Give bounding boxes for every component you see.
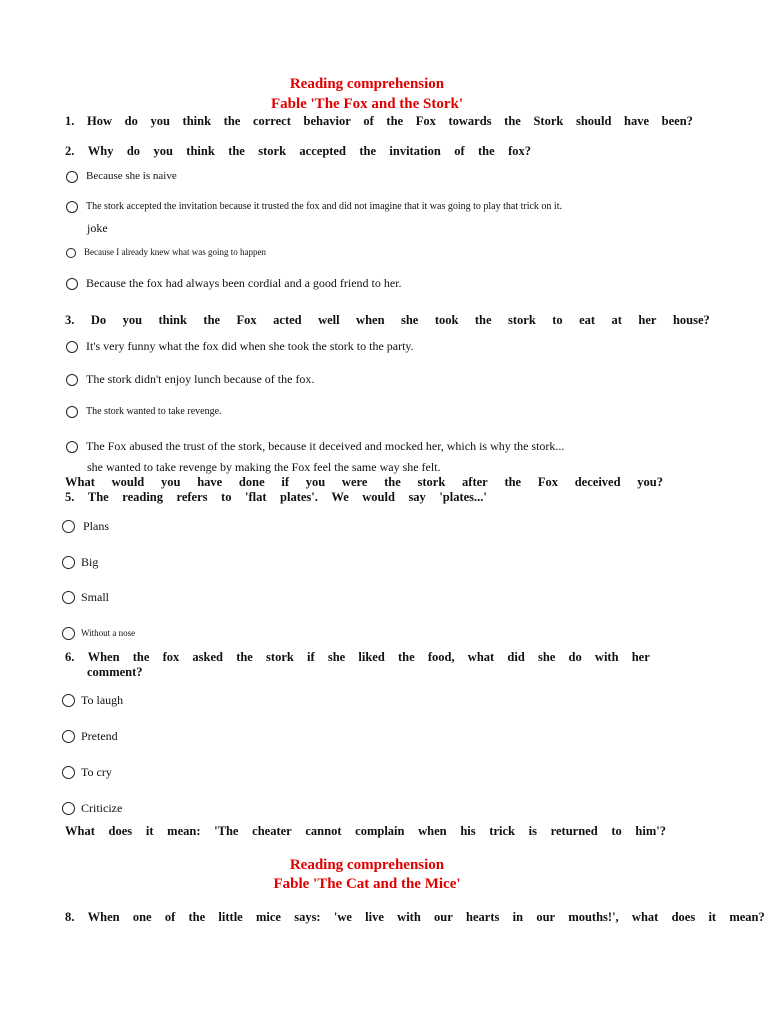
question-word: after [462, 475, 488, 489]
radio-button[interactable] [66, 406, 78, 418]
question-word: Fox [236, 313, 257, 327]
question-word: Fox [537, 475, 558, 489]
question-word: stork [258, 144, 287, 158]
question-word: her [638, 313, 657, 327]
question-word: the [504, 475, 522, 489]
question-word: How [87, 114, 112, 128]
q2-option-2[interactable] [66, 199, 562, 214]
question-word: 1. [65, 114, 75, 128]
q2-option-1[interactable] [66, 169, 177, 184]
question-word: took [434, 313, 459, 327]
question-word: mean: [167, 824, 201, 838]
q6-option-2[interactable] [62, 729, 118, 744]
question-word: accepted [299, 144, 346, 158]
question-word: she [400, 313, 419, 327]
question-word: our [536, 910, 556, 924]
question-word: When [87, 910, 120, 924]
radio-button[interactable] [66, 441, 78, 453]
question-word: one [132, 910, 152, 924]
question-word: cannot [305, 824, 342, 838]
option-continuation: she wanted to take revenge by making the Fox feel the same way she felt. [87, 460, 441, 474]
question-6 [65, 650, 650, 665]
question-word: 6. [65, 650, 75, 664]
option-label: Big [81, 555, 99, 569]
question-word: the [188, 910, 206, 924]
question-word: 5. [65, 490, 75, 504]
question-word: been? [661, 114, 693, 128]
question-word: done [238, 475, 265, 489]
radio-button[interactable] [62, 627, 75, 640]
q5-option-1[interactable] [62, 519, 109, 534]
question-word: the [504, 114, 521, 128]
question-word: would [111, 475, 145, 489]
question-word: the [228, 144, 245, 158]
question-word: to [221, 490, 232, 504]
question-word: the [478, 144, 495, 158]
question-word: the [223, 114, 241, 128]
question-word: Stork [533, 114, 564, 128]
option-label: Because she is naive [86, 170, 177, 182]
question-word: asked [192, 650, 223, 664]
question-word: do [126, 144, 141, 158]
question-word: correct [252, 114, 291, 128]
question-word: the [203, 313, 221, 327]
option-label: Plans [83, 519, 110, 533]
question-word: invitation [389, 144, 441, 158]
q6-option-3[interactable] [62, 765, 112, 780]
question-word: stork [417, 475, 446, 489]
radio-button[interactable] [62, 766, 75, 779]
question-word: the [236, 650, 253, 664]
question-word: of [454, 144, 465, 158]
question-word: 'The [214, 824, 239, 838]
option-label: To cry [81, 765, 112, 779]
question-word: do [568, 650, 582, 664]
question-word: plates'. [280, 490, 318, 504]
question-1 [65, 114, 693, 129]
option-note: joke [87, 221, 108, 235]
question-6-continuation: comment? [87, 665, 143, 679]
question-word: deceived [574, 475, 621, 489]
question-word: think [186, 144, 215, 158]
question-word: our [434, 910, 453, 924]
question-word: What [65, 475, 95, 489]
question-word: with [594, 650, 619, 664]
question-word: well [318, 313, 340, 327]
question-word: the [386, 114, 404, 128]
question-word: at [611, 313, 622, 327]
question-word: the [384, 475, 401, 489]
radio-button[interactable] [62, 520, 75, 533]
question-word: returned [550, 824, 598, 838]
question-word: 3. [65, 313, 75, 327]
question-2 [65, 144, 531, 159]
question-word: house? [672, 313, 710, 327]
question-word: you [153, 144, 173, 158]
section-heading: Reading comprehension [289, 76, 445, 92]
question-word: mouths!', [568, 910, 619, 924]
option-label: Small [81, 590, 110, 604]
question-word: think [182, 114, 212, 128]
question-word: did [507, 650, 525, 664]
q5-option-4[interactable] [62, 626, 135, 641]
question-word: to [552, 313, 563, 327]
question-word: you [122, 313, 143, 327]
q2-option-4[interactable] [66, 276, 402, 291]
radio-button[interactable] [62, 730, 75, 743]
question-word: her [631, 650, 650, 664]
option-label: Criticize [81, 801, 123, 815]
option-label: The stork accepted the invitation because it trusted the fox and did not imagine that it was going to play that trick on it. [86, 201, 562, 212]
question-word: mice [255, 910, 281, 924]
question-word: should [575, 114, 612, 128]
option-label: The stork wanted to take revenge. [86, 406, 222, 417]
question-word: fox [162, 650, 180, 664]
question-word: have [624, 114, 650, 128]
radio-button[interactable] [66, 374, 78, 386]
question-word: you [305, 475, 326, 489]
question-word: 'plates...' [439, 490, 487, 504]
question-word: say [408, 490, 426, 504]
question-word: What [65, 824, 95, 838]
q6-option-1[interactable] [62, 693, 123, 708]
option-label: It's very funny what the fox did when she took the stork to the party. [86, 339, 414, 353]
radio-button[interactable] [66, 278, 78, 290]
question-word: would [362, 490, 395, 504]
q2-option-3[interactable] [66, 245, 266, 260]
question-word: think [158, 313, 187, 327]
radio-button[interactable] [62, 694, 75, 707]
question-word: when [356, 313, 385, 327]
q5-option-2[interactable] [62, 555, 98, 570]
question-word: liked [358, 650, 385, 664]
radio-button[interactable] [66, 341, 78, 353]
question-word: does [108, 824, 133, 838]
option-label: Because the fox had always been cordial and a good friend to her. [86, 276, 402, 290]
question-word: cheater [252, 824, 292, 838]
radio-button[interactable] [62, 802, 75, 815]
question-word: you? [637, 475, 663, 489]
question-7 [65, 824, 666, 839]
question-word: she [537, 650, 556, 664]
question-word: you [161, 475, 181, 489]
radio-button[interactable] [62, 591, 75, 604]
question-word: if [281, 475, 289, 489]
option-label: To laugh [81, 693, 124, 707]
radio-button[interactable] [66, 201, 78, 213]
question-word: in [512, 910, 524, 924]
question-3 [65, 313, 710, 328]
option-label: Because I already knew what was going to happen [84, 247, 266, 257]
question-word: the [359, 144, 376, 158]
question-word: Why [87, 144, 114, 158]
question-word: We [331, 490, 349, 504]
question-word: stork [508, 313, 536, 327]
question-word: 'flat [244, 490, 267, 504]
question-word: says: [294, 910, 321, 924]
question-word: reading [122, 490, 163, 504]
question-8 [65, 910, 765, 925]
radio-button[interactable] [62, 556, 75, 569]
question-4 [65, 475, 663, 490]
question-word: refers [176, 490, 208, 504]
question-word: were [341, 475, 368, 489]
question-word: the [474, 313, 492, 327]
question-word: 2. [65, 144, 75, 158]
question-word: she [327, 650, 346, 664]
q3-option-1[interactable] [66, 339, 414, 354]
question-word: is [528, 824, 537, 838]
question-word: what [631, 910, 659, 924]
q6-option-4[interactable] [62, 801, 122, 816]
question-word: him'? [635, 824, 666, 838]
radio-button[interactable] [66, 171, 78, 183]
question-word: the [132, 650, 150, 664]
question-word: hearts [466, 910, 500, 924]
question-word: have [197, 475, 223, 489]
question-word: do [124, 114, 138, 128]
question-word: live [365, 910, 384, 924]
question-5 [65, 490, 487, 505]
question-word: trick [489, 824, 515, 838]
question-word: when [418, 824, 447, 838]
question-word: Do [90, 313, 107, 327]
question-word: to [611, 824, 622, 838]
question-word: with [397, 910, 421, 924]
fable-title-2: Fable 'The Cat and the Mice' [273, 876, 461, 892]
section-heading-2: Reading comprehension [289, 857, 445, 873]
question-word: if [307, 650, 315, 664]
question-word: The [87, 490, 109, 504]
question-word: 8. [65, 910, 75, 924]
question-word: what [467, 650, 495, 664]
question-word: fox? [508, 144, 531, 158]
option-label: Without a nose [81, 628, 136, 638]
option-label: The stork didn't enjoy lunch because of the fox. [86, 372, 315, 386]
question-word: stork [266, 650, 294, 664]
question-word: food, [427, 650, 455, 664]
option-label: Pretend [81, 729, 118, 743]
question-word: of [363, 114, 374, 128]
question-word: eat [579, 313, 596, 327]
question-word: it [145, 824, 154, 838]
question-word: of [164, 910, 176, 924]
q3-option-3[interactable] [66, 404, 222, 419]
question-word: acted [273, 313, 302, 327]
question-word: his [460, 824, 476, 838]
question-word: it [708, 910, 717, 924]
question-word: you [150, 114, 170, 128]
question-word: the [398, 650, 415, 664]
question-word: little [218, 910, 243, 924]
option-label: The Fox abused the trust of the stork, because it deceived and mocked her, which is why the stork... [86, 439, 565, 453]
radio-button[interactable] [66, 248, 76, 258]
question-word: behavior [303, 114, 351, 128]
q3-option-2[interactable] [66, 372, 314, 387]
q3-option-4[interactable] [66, 439, 564, 454]
question-word: Fox [415, 114, 436, 128]
question-word: mean? [729, 910, 765, 924]
question-word: complain [355, 824, 405, 838]
q5-option-3[interactable] [62, 590, 109, 605]
question-word: does [671, 910, 696, 924]
question-word: When [87, 650, 120, 664]
question-word: 'we [333, 910, 352, 924]
fable-title: Fable 'The Fox and the Stork' [270, 96, 464, 112]
question-word: towards [448, 114, 492, 128]
